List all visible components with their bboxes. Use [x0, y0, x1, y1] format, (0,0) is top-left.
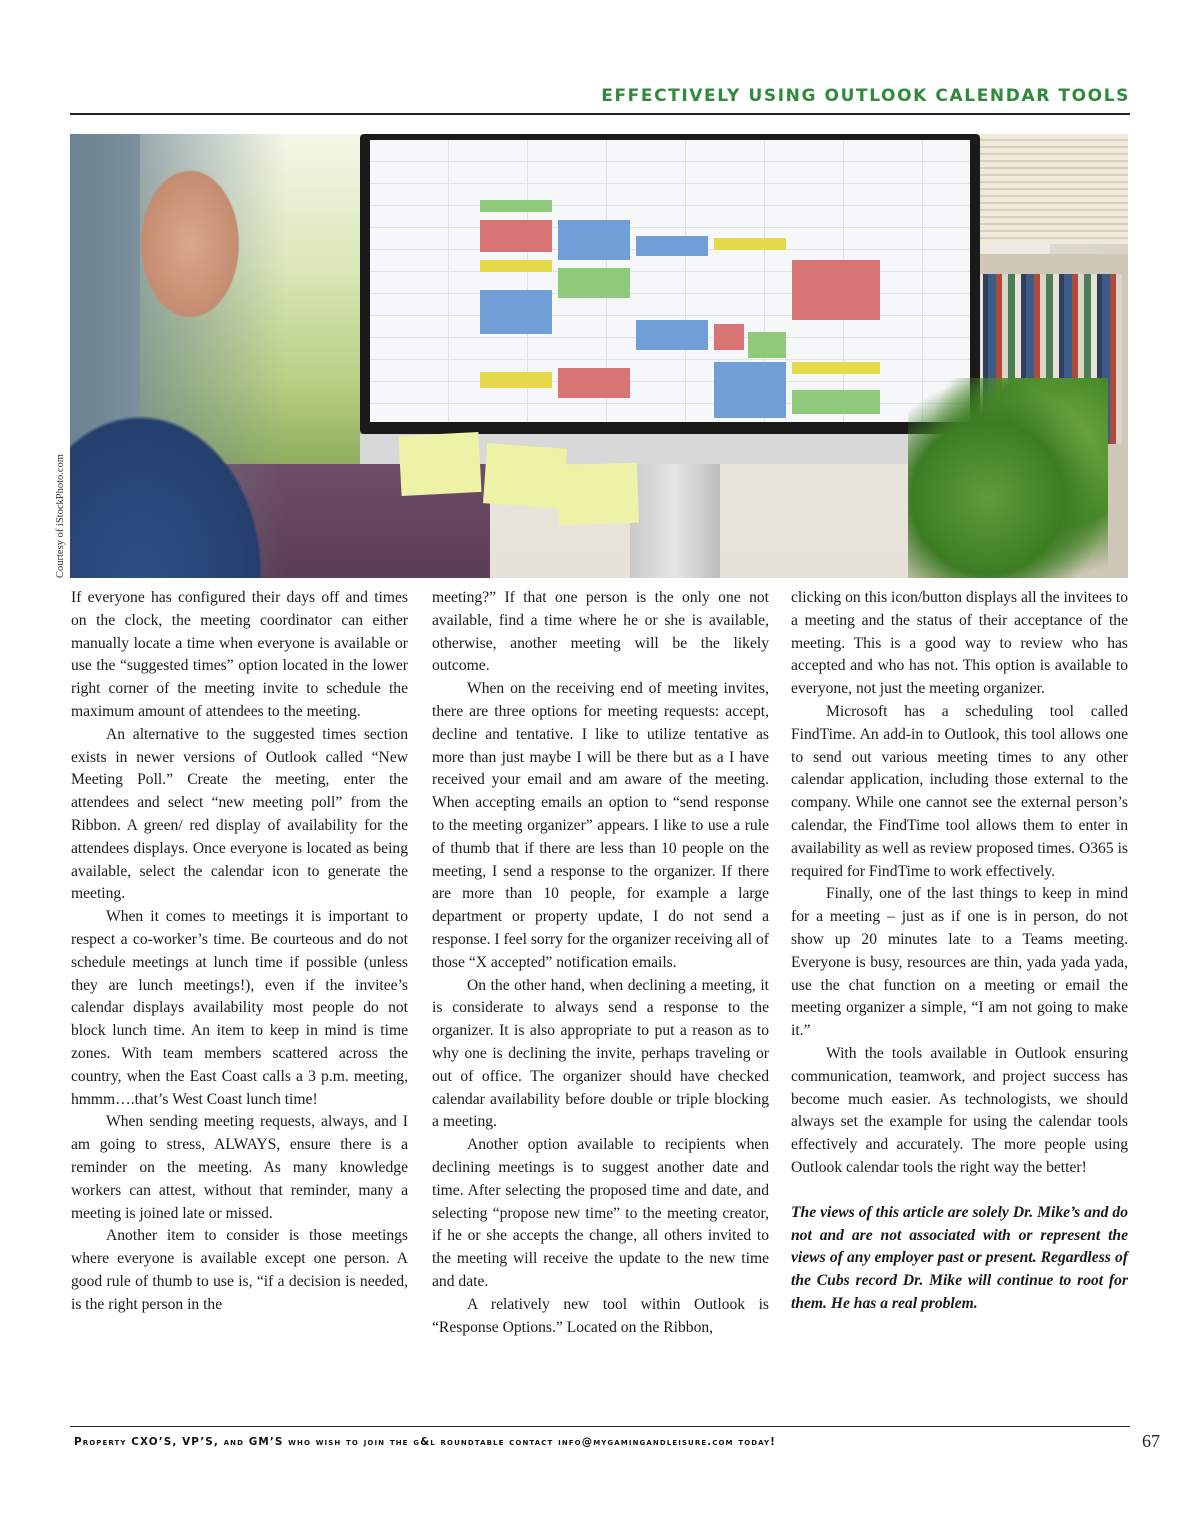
calendar-event: [792, 260, 880, 320]
photo-monitor-stand: [630, 464, 720, 578]
article-photo: [70, 134, 1128, 578]
paragraph: Finally, one of the last things to keep in mind for a meeting – just as if one is in person, do not show up 20 minutes late to a Teams meeting. Everyone is busy, resources are thin, yada yada yada, use the chat function on a meeting or email the meeting organizer a simple, “I am not going to make it.”: [791, 885, 1128, 1040]
photo-calendar-screen: [370, 140, 970, 422]
calendar-event: [480, 200, 552, 212]
calendar-event: [792, 362, 880, 374]
sticky-note: [483, 443, 567, 508]
calendar-event: [558, 368, 630, 398]
calendar-event: [714, 238, 786, 250]
calendar-event: [480, 260, 552, 272]
calendar-event: [748, 332, 786, 358]
article-column-3: [791, 587, 1128, 1316]
calendar-event: [636, 320, 708, 350]
page-number: 67: [1142, 1431, 1160, 1451]
paragraph: Another item to consider is those meetings where everyone is available except one person. A good rule of thumb to use is, “if a decision is needed, is the right person in the: [71, 1227, 408, 1313]
sticky-note: [557, 463, 639, 526]
photo-credit: Courtesy of iStockPhoto.com: [55, 454, 66, 578]
calendar-event: [792, 390, 880, 414]
article-column-1: [71, 587, 408, 1317]
calendar-event: [714, 362, 786, 418]
paragraph: meeting?” If that one person is the only one not available, find a time where he or she is available, otherwise, another meeting will be the likely outcome.: [432, 589, 769, 675]
calendar-event: [558, 220, 630, 260]
paragraph: clicking on this icon/button displays all the invitees to a meeting and the status of their acceptance of the meeting. This is a good way to review who has accepted and who has not. This option is available to everyone, not just the meeting organizer.: [791, 589, 1128, 698]
paragraph: An alternative to the suggested times section exists in newer versions of Outlook called “New Meeting Poll.” Create the meeting, enter the attendees and select “new meeting poll” from the Ribbon. A green/ red display of availability for the attendees displays. Once everyone is located as being available, select the calendar icon to generate the meeting.: [71, 725, 408, 903]
section-title: EFFECTIVELY USING OUTLOOK CALENDAR TOOLS: [601, 86, 1130, 106]
paragraph: If everyone has configured their days off and times on the clock, the meeting coordinator can either manually locate a time when everyone is available or use the “suggested times” option located in the lower right corner of the meeting invite to schedule the maximum amount of attendees to the meeting.: [71, 589, 408, 720]
footer-rule: [70, 1426, 1130, 1427]
article-column-2: [432, 587, 769, 1339]
calendar-event: [558, 268, 630, 298]
calendar-event: [480, 372, 552, 388]
calendar-event: [480, 290, 552, 334]
paragraph: With the tools available in Outlook ensuring communication, teamwork, and project success has become much easier. As technologists, we should always set the example for using the calendar tools effectively and accurately. The more people using Outlook calendar tools the right way the better!: [791, 1044, 1128, 1176]
author-disclaimer: The views of this article are solely Dr. Mike’s and do not and are not associated with or represent the views of any employer past or present. Regardless of the Cubs record Dr. Mike will continue to root for them. He has a real problem.: [791, 1203, 1128, 1312]
photo-person: [70, 134, 285, 578]
paragraph: A relatively new tool within Outlook is “Response Options.” Located on the Ribbon,: [432, 1295, 769, 1336]
paragraph: When sending meeting requests, always, and I am going to stress, ALWAYS, ensure there is a reminder on the meeting. As many knowledge workers can attest, without that reminder, many a meeting is joined late or missed.: [71, 1113, 408, 1222]
footer-roundtable-text: Property CXO’S, VP’S, and GM’S who wish to join the g&l roundtable contact info@mygamingandleisure.com today!: [74, 1436, 777, 1448]
calendar-event: [714, 324, 744, 350]
paragraph: On the other hand, when declining a meeting, it is considerate to always send a response to the organizer. It is also appropriate to put a reason as to why one is declining the invite, perhaps traveling or out of office. The organizer should have checked calendar availability before double or triple blocking a meeting.: [432, 976, 769, 1131]
calendar-event: [480, 220, 552, 252]
paragraph: When it comes to meetings it is important to respect a co-worker’s time. Be courteous and do not schedule meetings at lunch time if possible (unless they are lunch meetings!), even if the invitee’s calendar displays availability most people do not block lunch time. An item to keep in mind is time zones. With team members scattered across the country, when the East Coast calls a 3 p.m. meeting, hmmm….that’s West Coast lunch time!: [71, 908, 408, 1108]
sticky-note: [398, 432, 481, 496]
photo-plant: [908, 378, 1108, 578]
paragraph: Microsoft has a scheduling tool called FindTime. An add-in to Outlook, this tool allows one to send out various meeting times to any other calendar application, including those external to the company. While one cannot see the external person’s calendar, the FindTime tool allows them to enter in availability as well as review proposed times. O365 is required for FindTime to work effectively.: [791, 702, 1128, 880]
paragraph: Another option available to recipients when declining meetings is to suggest another date and time. After selecting the proposed time and date, and selecting “propose new time” to the meeting creator, if he or she accepts the change, all others invited to the meeting will receive the update to the new time and date.: [432, 1136, 769, 1290]
paragraph: When on the receiving end of meeting invites, there are three options for meeting requests: accept, decline and tentative. I like to utilize tentative as more than just maybe I will be there but as a I have received your email and am aware of the meeting. When accepting emails an option to “send response to the meeting organizer” appears. I like to use a rule of thumb that if there are less than 10 people on the meeting, I send a response to the organizer. If there are more than 10 people, for example a large department or property update, I do not send a response. I feel sorry for the organizer receiving all of those “X accepted” notification emails.: [432, 680, 769, 971]
header-rule: [70, 113, 1130, 115]
calendar-event: [636, 236, 708, 256]
